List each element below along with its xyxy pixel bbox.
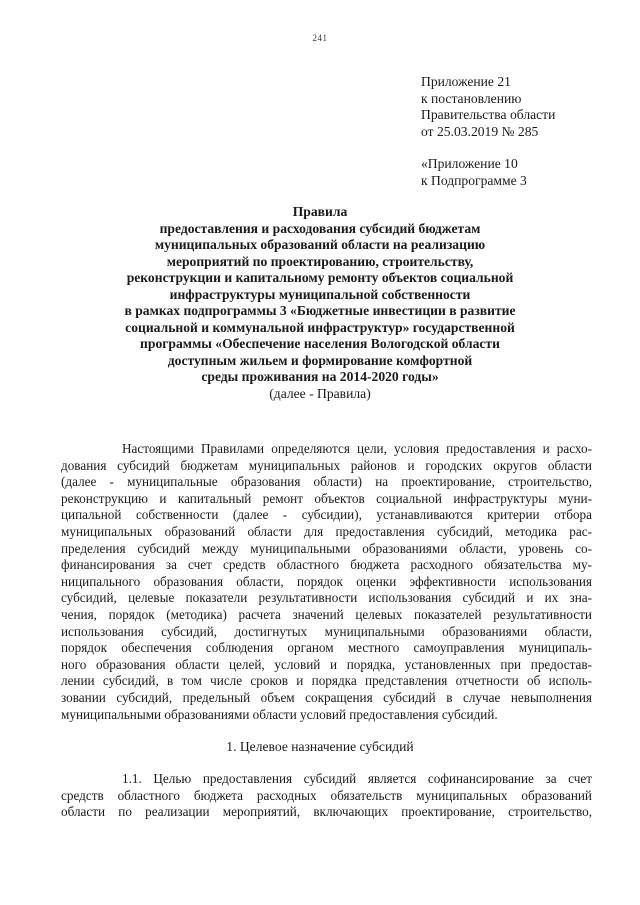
paragraph-line: порядок обеспечения соблюдения органом местного самоуправления муниципаль- (61, 640, 592, 656)
paragraph-line: (далее - муниципальные образования области) на проектирование, строительство, (61, 474, 592, 490)
title-line: социальной и коммунальной инфраструктур» государственной (125, 319, 515, 335)
appendix-line: Приложение 21 (421, 74, 511, 89)
section-heading: 1. Целевое назначение субсидий (226, 739, 414, 754)
appendix-header (421, 74, 555, 140)
title-heading: Правила (292, 204, 348, 219)
title-line: в рамках подпрограммы 3 «Бюджетные инвестиции в развитие (124, 303, 516, 318)
title-line: предоставления и расходования субсидий бюджетам (159, 220, 481, 236)
paragraph-line: зовании субсидий, предельный объем сокращения субсидий в случае невыполнения (61, 689, 592, 705)
title-line: реконструкции и капитальному ремонту объектов социальной (126, 270, 514, 285)
paragraph-line: 1.1. Целью предоставления субсидий является софинансирование за счет (122, 771, 592, 786)
title-line: муниципальных образований области на реализацию (154, 237, 486, 252)
paragraph-line: ниципального образования области, порядок оценки эффективности использования (61, 573, 592, 589)
paragraph-line: использования субсидий, достигнутых муниципальными образованиями области, (61, 623, 592, 639)
title-line: программы «Обеспечение населения Вологодской области (140, 336, 500, 351)
appendix-line: к постановлению (421, 90, 522, 106)
intro-paragraph (61, 441, 592, 723)
paragraph-line: чения, порядок (методика) расчета значений целевых показателей результативности (61, 606, 592, 622)
title-line: среды проживания на 2014-2020 годы» (201, 369, 439, 384)
paragraph-line: ного образования области целей, условий и порядка, установленных при предостав- (61, 656, 592, 672)
paragraph-line: средств областного бюджета расходных обязательств муниципальных образований (61, 787, 592, 803)
title-line: мероприятий по проектированию, строительству, (166, 253, 474, 269)
clause-1-1 (61, 771, 592, 821)
paragraph-line: области по реализации мероприятий, включающих проектирование, строительство, (61, 804, 592, 820)
paragraph-line: пределения субсидий между муниципальными образованиями области, уровень со- (61, 540, 592, 556)
document-title (60, 204, 580, 402)
title-line: доступным жильем и формирование комфортной (167, 352, 473, 368)
appendix-line: Правительства области (421, 107, 556, 122)
paragraph-line: дования субсидий бюджетам муниципальных районов и городских округов области (61, 457, 592, 473)
paragraph-line: финансирования за счет средств областного бюджета расходного обязательства му- (61, 557, 592, 573)
paragraph-line: лении субсидий, в том числе сроков и порядка представления отчетности об исполь- (61, 673, 592, 689)
title-line: инфраструктуры муниципальной собственности (169, 286, 471, 302)
appendix-subheader (421, 156, 527, 189)
paragraph-line: муниципальными образованиями области условий предоставления субсидий. (61, 706, 498, 722)
appendix-sub-line: «Приложение 10 (421, 156, 518, 171)
appendix-line: от 25.03.2019 № 285 (421, 123, 539, 139)
appendix-sub-line: к Подпрограмме 3 (421, 172, 527, 188)
title-note: (далее - Правила) (269, 385, 371, 401)
paragraph-line: ципальной собственности (далее - субсидии), устанавливаются критерии отбора (61, 507, 592, 523)
page-number: 241 (312, 33, 328, 43)
paragraph-line: реконструкцию и капитальный ремонт объектов социальной инфраструктуры муни- (61, 490, 592, 506)
paragraph-line: муниципальных образований области для предоставления субсидий, методика рас- (61, 523, 592, 539)
paragraph-line: Настоящими Правилами определяются цели, условия предоставления и расхо- (122, 441, 592, 456)
paragraph-line: субсидий, целевые показатели результативности использования субсидий и их зна- (61, 590, 592, 606)
